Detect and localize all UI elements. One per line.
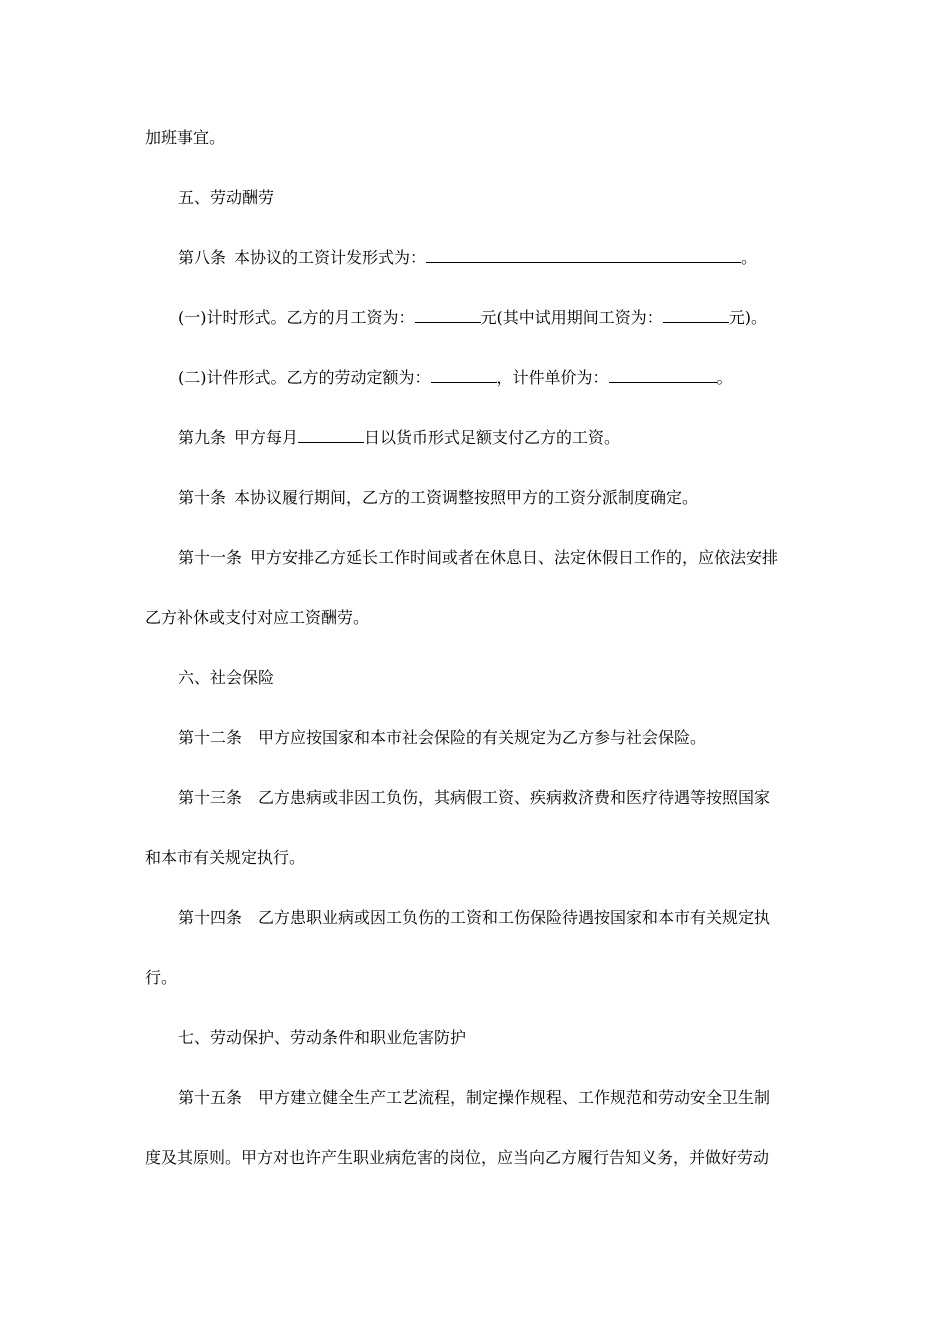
article-15 (178, 1088, 770, 1108)
article-8 (178, 248, 757, 268)
text: 行。 (145, 968, 178, 987)
article-text: 甲方建立健全生产工艺流程，制定操作规程、工作规范和劳动安全卫生制 (258, 1088, 771, 1107)
article-text: 甲方应按国家和本市社会保险的有关规定为乙方参与社会保险。 (258, 728, 707, 747)
article-number: 第十一条 (178, 548, 243, 567)
article-number: 第九条 (178, 428, 227, 447)
clause-text: ，计件单价为： (496, 368, 609, 387)
article-9 (178, 428, 620, 448)
text: 和本市有关规定执行。 (145, 848, 306, 867)
heading-text: 七、劳动保护、劳动条件和职业危害防护 (178, 1028, 467, 1047)
clause-piece-based (178, 368, 733, 388)
article-text: 乙方患病或非因工负伤，其病假工资、疾病救济费和医疗待遇等按照国家 (258, 788, 771, 807)
blank-field (426, 248, 741, 263)
article-number: 第十二条 (178, 728, 243, 747)
text: 度及其原则。甲方对也许产生职业病危害的岗位，应当向乙方履行告知义务，并做好劳动 (145, 1148, 770, 1167)
article-12 (178, 728, 706, 748)
paragraph-line (145, 968, 177, 988)
text: 加班事宜。 (145, 128, 226, 147)
paragraph-line (145, 128, 225, 148)
heading-text: 六、社会保险 (178, 668, 275, 687)
article-13 (178, 788, 770, 808)
clause-time-based (178, 308, 767, 328)
blank-field (415, 308, 481, 323)
article-text: 乙方患职业病或因工负伤的工资和工伤保险待遇按国家和本市有关规定执 (258, 908, 771, 927)
blank-field (298, 428, 364, 443)
article-text: 本协议的工资计发形式为： (234, 248, 427, 267)
paragraph-line (145, 608, 369, 628)
article-number: 第十三条 (178, 788, 243, 807)
punctuation: 。 (741, 248, 758, 267)
heading-text: 五、劳动酬劳 (178, 188, 275, 207)
article-14 (178, 908, 770, 928)
article-text: 日以货币形式足额支付乙方的工资。 (364, 428, 621, 447)
section-heading (178, 188, 274, 208)
article-number: 第十五条 (178, 1088, 243, 1107)
section-heading (178, 1028, 466, 1048)
clause-text: (一)计时形式。乙方的月工资为： (178, 308, 415, 327)
article-11 (178, 548, 778, 568)
article-text: 本协议履行期间，乙方的工资调整按照甲方的工资分派制度确定。 (234, 488, 699, 507)
blank-field (609, 368, 717, 383)
paragraph-line (145, 1148, 769, 1168)
section-heading (178, 668, 274, 688)
article-number: 第八条 (178, 248, 227, 267)
blank-field (431, 368, 497, 383)
article-10 (178, 488, 698, 508)
paragraph-line (145, 848, 305, 868)
article-text: 甲方安排乙方延长工作时间或者在休息日、法定休假日工作的，应依法安排 (250, 548, 779, 567)
clause-text: 元)。 (728, 308, 767, 327)
article-number: 第十条 (178, 488, 227, 507)
clause-text: (二)计件形式。乙方的劳动定额为： (178, 368, 431, 387)
article-number: 第十四条 (178, 908, 243, 927)
article-text: 甲方每月 (234, 428, 299, 447)
punctuation: 。 (716, 368, 733, 387)
clause-text: 元(其中试用期间工资为： (480, 308, 663, 327)
blank-field (663, 308, 729, 323)
text: 乙方补休或支付对应工资酬劳。 (145, 608, 370, 627)
